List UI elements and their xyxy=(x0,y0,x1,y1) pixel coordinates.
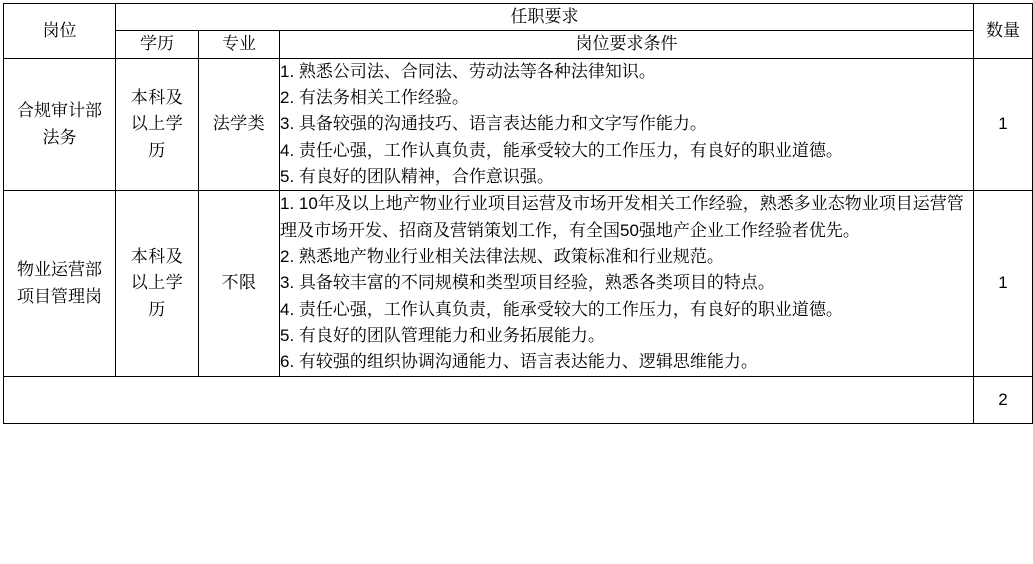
header-quantity: 数量 xyxy=(974,4,1033,59)
header-education: 学历 xyxy=(116,31,199,58)
condition-item: 6. 有较强的组织协调沟通能力、语言表达能力、逻辑思维能力。 xyxy=(280,352,758,372)
condition-item: 2. 熟悉地产物业行业相关法律法规、政策标准和行业规范。 xyxy=(280,247,724,267)
table-row xyxy=(4,58,1033,191)
condition-item: 1. 10年及以上地产物业行业项目运营及市场开发相关工作经验，熟悉多业态物业项目运营管理及市场开发、招商及营销策划工作，有全国50强地产企业工作经验者优先。 xyxy=(280,194,964,240)
cell-major: 不限 xyxy=(199,191,280,376)
condition-item: 5. 有良好的团队精神，合作意识强。 xyxy=(280,167,554,187)
header-conditions: 岗位要求条件 xyxy=(280,31,974,58)
header-major: 专业 xyxy=(199,31,280,58)
education-line: 本科及 xyxy=(130,88,184,108)
education-line: 本科及 xyxy=(130,247,184,267)
cell-conditions xyxy=(280,191,974,376)
position-line: 法务 xyxy=(42,127,77,147)
cell-conditions xyxy=(280,58,974,191)
education-line: 以上学 xyxy=(130,273,184,293)
condition-item: 4. 责任心强，工作认真负责，能承受较大的工作压力，有良好的职业道德。 xyxy=(280,140,843,160)
cell-position xyxy=(4,191,116,376)
condition-item: 3. 具备较丰富的不同规模和类型项目经验，熟悉各类项目的特点。 xyxy=(280,273,775,293)
cell-major: 法学类 xyxy=(199,58,280,191)
condition-item: 4. 责任心强，工作认真负责，能承受较大的工作压力，有良好的职业道德。 xyxy=(280,299,843,319)
condition-item: 1. 熟悉公司法、合同法、劳动法等各种法律知识。 xyxy=(280,61,656,81)
cell-quantity: 1 xyxy=(974,191,1033,376)
position-line: 合规审计部 xyxy=(17,101,102,121)
document-page xyxy=(0,3,1033,564)
table-total-row xyxy=(4,376,1033,423)
header-position: 岗位 xyxy=(4,4,116,59)
cell-position xyxy=(4,58,116,191)
condition-item: 2. 有法务相关工作经验。 xyxy=(280,88,469,108)
cell-quantity: 1 xyxy=(974,58,1033,191)
table-header-row-1 xyxy=(4,4,1033,31)
header-requirements-group: 任职要求 xyxy=(116,4,974,31)
education-line: 历 xyxy=(148,299,166,319)
cell-education xyxy=(116,191,199,376)
condition-item: 5. 有良好的团队管理能力和业务拓展能力。 xyxy=(280,326,605,346)
position-line: 物业运营部 xyxy=(17,260,102,280)
cell-education xyxy=(116,58,199,191)
table-row xyxy=(4,191,1033,376)
total-label xyxy=(4,376,974,423)
table-header-row-2 xyxy=(4,31,1033,58)
position-line: 项目管理岗 xyxy=(17,286,102,306)
condition-item: 3. 具备较强的沟通技巧、语言表达能力和文字写作能力。 xyxy=(280,114,707,134)
job-requirements-table xyxy=(3,3,1033,424)
education-line: 以上学 xyxy=(130,114,184,134)
education-line: 历 xyxy=(148,140,166,160)
total-quantity: 2 xyxy=(974,376,1033,423)
